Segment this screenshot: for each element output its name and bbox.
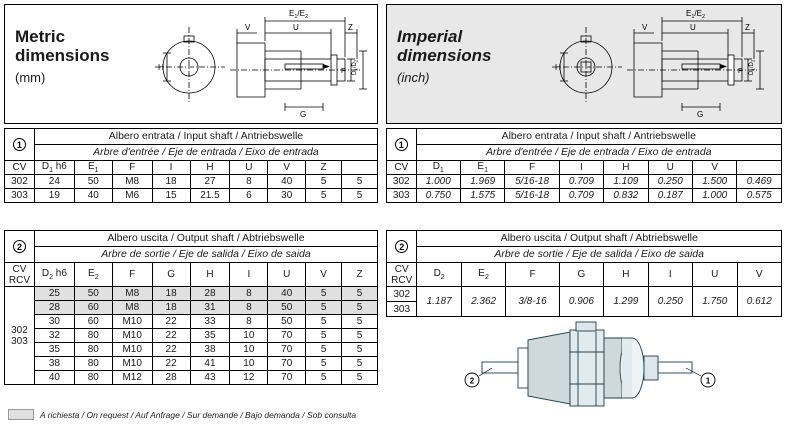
cell-u: 70 xyxy=(268,343,306,357)
cell-h: 1.299 xyxy=(604,287,648,317)
cell-g: 18 xyxy=(152,287,190,301)
cell-g: 22 xyxy=(152,315,190,329)
cell-cv: 302 xyxy=(387,175,417,189)
cell-e1: 1.969 xyxy=(460,175,504,189)
metric-output-shaft-panel xyxy=(4,230,378,402)
col-h: H xyxy=(190,263,230,287)
cell-u: 0.250 xyxy=(648,175,692,189)
imperial-input-caption-1: Albero entrata / Input shaft / Antriebswelle xyxy=(416,129,781,145)
col-u: U xyxy=(268,263,306,287)
cell-i: 8 xyxy=(230,287,268,301)
cell-d2: 40 xyxy=(34,371,74,385)
cell-u: 8 xyxy=(230,175,268,189)
metric-label-e1e2: $E_1/E_2$ xyxy=(289,9,309,20)
metric-output-shaft-table xyxy=(4,230,378,385)
cell-d1: 0.750 xyxy=(416,189,460,203)
imperial-input-header-row xyxy=(387,161,782,175)
col-f: F xyxy=(112,263,152,287)
cell-d1: 1.000 xyxy=(416,175,460,189)
imperial-label-u: U xyxy=(690,23,696,32)
col-d1h6: $D_1$ h6 xyxy=(34,161,74,175)
cell-g: 22 xyxy=(152,343,190,357)
metric-input-shaft-panel xyxy=(4,128,378,211)
imperial-output-caption-2: Arbre de sortie / Eje de salida / Eixo de saida xyxy=(417,247,782,263)
cell-h: 43 xyxy=(190,371,230,385)
cell-e1: 40 xyxy=(74,189,112,203)
cell-d2: 35 xyxy=(34,343,74,357)
legend-swatch xyxy=(8,409,34,420)
imperial-title xyxy=(397,27,527,87)
cell-v: 0.612 xyxy=(737,287,782,317)
imperial-label-z: Z xyxy=(745,23,750,32)
cell-d1: 24 xyxy=(34,175,74,189)
cell-u: 50 xyxy=(268,315,306,329)
cell-h: 38 xyxy=(190,343,230,357)
cell-d2: 1.187 xyxy=(417,287,461,317)
col-i: I xyxy=(152,161,190,175)
cell-v: 5 xyxy=(306,287,342,301)
cell-f: M10 xyxy=(112,343,152,357)
col-z: Z xyxy=(306,161,342,175)
metric-header-panel xyxy=(4,4,378,124)
cell-z: 5 xyxy=(342,287,378,301)
table-row xyxy=(5,315,378,329)
cell-i: 15 xyxy=(152,189,190,203)
section-badge-2: 2 xyxy=(395,240,408,253)
cell-f: M8 xyxy=(112,301,152,315)
cell-z: 5 xyxy=(342,315,378,329)
col-cv: CV xyxy=(387,161,417,175)
col-z: Z xyxy=(342,263,378,287)
col-v: V xyxy=(737,263,782,287)
imperial-unit: (inch) xyxy=(397,70,430,85)
col-d2h6: $D_2$ h6 xyxy=(34,263,74,287)
cell-v: 5 xyxy=(306,315,342,329)
cell-u: 70 xyxy=(268,329,306,343)
metric-label-f: F xyxy=(341,68,346,75)
cell-f: M6 xyxy=(112,189,152,203)
cell-cv-303: 303 xyxy=(387,302,417,317)
metric-label-v: V xyxy=(245,23,251,32)
cell-h: 35 xyxy=(190,329,230,343)
col-e1: $E_1$ xyxy=(74,161,112,175)
cell-d2: 30 xyxy=(34,315,74,329)
legend xyxy=(8,409,356,420)
metric-output-caption-1: Albero uscita / Output shaft / Abtriebswelle xyxy=(34,231,377,247)
cell-u: 40 xyxy=(268,287,306,301)
table-row xyxy=(5,189,378,203)
cell-u: 70 xyxy=(268,357,306,371)
cell-f: M10 xyxy=(112,357,152,371)
table-row xyxy=(5,371,378,385)
cell-e2: 60 xyxy=(74,315,112,329)
cell-f: M12 xyxy=(112,371,152,385)
cell-e2: 80 xyxy=(74,371,112,385)
badge-cell-1 xyxy=(387,129,417,161)
col-cv-rcv: CV RCV xyxy=(5,263,35,287)
cell-d2: 28 xyxy=(34,301,74,315)
imperial-label-d1d2: $D_1/D_2$ xyxy=(749,59,756,75)
cell-g: 22 xyxy=(152,357,190,371)
cell-d2: 32 xyxy=(34,329,74,343)
imperial-shaft-diagram xyxy=(542,7,772,123)
col-v: V xyxy=(306,263,342,287)
col-extra xyxy=(737,161,782,175)
metric-output-caption-2: Arbre de sortie / Eje de salida / Eixo de saida xyxy=(34,247,377,263)
imperial-output-header-row xyxy=(387,263,782,287)
section-badge-2: 2 xyxy=(13,240,26,253)
cell-f: 5/16-18 xyxy=(505,189,559,203)
cell-g: 22 xyxy=(152,329,190,343)
badge-cell-1 xyxy=(5,129,35,161)
col-i: I xyxy=(230,263,268,287)
cell-i: 10 xyxy=(230,357,268,371)
imperial-output-shaft-panel xyxy=(386,230,782,315)
table-row xyxy=(5,329,378,343)
section-badge-1: 1 xyxy=(395,138,408,151)
gearbox-assembly-diagram xyxy=(460,318,740,428)
cell-u: 6 xyxy=(230,189,268,203)
col-u: U xyxy=(693,263,737,287)
imperial-input-shaft-panel xyxy=(386,128,782,211)
cell-i: 8 xyxy=(230,315,268,329)
cell-e2: 60 xyxy=(74,301,112,315)
cell-d1: 19 xyxy=(34,189,74,203)
cell-e1: 50 xyxy=(74,175,112,189)
cell-e2: 80 xyxy=(74,343,112,357)
cell-f: 3/8-16 xyxy=(506,287,559,317)
col-u: U xyxy=(230,161,268,175)
metric-unit: (mm) xyxy=(15,70,46,85)
cell-extra: 5 xyxy=(342,189,378,203)
table-row xyxy=(387,287,782,302)
cell-h: 31 xyxy=(190,301,230,315)
cell-cv-group: 302 303 xyxy=(5,287,35,385)
cell-z: 5 xyxy=(342,301,378,315)
legend-text: A richiesta / On request / Auf Anfrage / Sur demande / Bajo demanda / Sob consulta xyxy=(40,410,357,420)
metric-label-d1d2: $D_1/D_2$ xyxy=(352,59,359,75)
badge-cell-2 xyxy=(5,231,35,263)
cell-u: 0.187 xyxy=(648,189,692,203)
cell-cv: 303 xyxy=(5,189,35,203)
cell-e2: 80 xyxy=(74,357,112,371)
metric-input-shaft-table xyxy=(4,128,378,203)
table-row xyxy=(5,343,378,357)
table-row xyxy=(5,301,378,315)
cell-extra: 0.575 xyxy=(737,189,782,203)
cell-f: 5/16-18 xyxy=(505,175,559,189)
cell-v: 5 xyxy=(306,301,342,315)
col-h: H xyxy=(604,161,648,175)
cell-i: 8 xyxy=(230,301,268,315)
cell-z: 5 xyxy=(342,343,378,357)
imperial-header-panel xyxy=(386,4,782,124)
imperial-label-g: G xyxy=(697,110,704,119)
assembly-badge-2: 2 xyxy=(469,376,475,386)
metric-label-g: G xyxy=(300,110,307,119)
cell-h: 27 xyxy=(190,175,230,189)
cell-h: 1.109 xyxy=(604,175,648,189)
cell-f: M8 xyxy=(112,287,152,301)
cell-v: 5 xyxy=(306,329,342,343)
table-row xyxy=(5,287,378,301)
metric-label-h: H xyxy=(158,63,164,72)
cell-d2: 38 xyxy=(34,357,74,371)
col-e2: $E_2$ xyxy=(74,263,112,287)
cell-v: 30 xyxy=(268,189,306,203)
table-row xyxy=(387,175,782,189)
cell-h: 28 xyxy=(190,287,230,301)
cell-g: 18 xyxy=(152,301,190,315)
cell-cv: 303 xyxy=(387,189,417,203)
imperial-label-h: H xyxy=(555,63,561,72)
cell-z: 5 xyxy=(342,329,378,343)
metric-title xyxy=(15,27,145,87)
col-f: F xyxy=(506,263,559,287)
cell-cv: 302 xyxy=(5,175,35,189)
cell-z: 5 xyxy=(306,175,342,189)
col-cv-rcv: CV RCV xyxy=(387,263,417,287)
metric-label-u: U xyxy=(293,23,299,32)
cell-z: 5 xyxy=(306,189,342,203)
metric-title-line2: dimensions xyxy=(15,46,110,65)
imperial-label-v: V xyxy=(642,23,648,32)
table-row xyxy=(5,357,378,371)
cell-i: 18 xyxy=(152,175,190,189)
metric-output-header-row xyxy=(5,263,378,287)
col-spacer xyxy=(342,161,378,175)
cell-e1: 1.575 xyxy=(460,189,504,203)
table-row xyxy=(5,175,378,189)
cell-h: 41 xyxy=(190,357,230,371)
cell-g: 28 xyxy=(152,371,190,385)
cell-cv-302: 302 xyxy=(387,287,417,302)
cell-h: 33 xyxy=(190,315,230,329)
col-u: U xyxy=(648,161,692,175)
cell-h: 0.832 xyxy=(604,189,648,203)
metric-input-caption-1: Albero entrata / Input shaft / Antriebswelle xyxy=(34,129,377,145)
metric-title-line1: Metric xyxy=(15,27,66,46)
col-i: I xyxy=(559,161,603,175)
cell-e2: 50 xyxy=(74,287,112,301)
imperial-label-e1e2: $E_1/E_2$ xyxy=(686,9,706,20)
cell-i: 0.709 xyxy=(559,189,603,203)
cell-v: 1.500 xyxy=(693,175,737,189)
metric-shaft-diagram xyxy=(145,7,375,123)
col-v: V xyxy=(268,161,306,175)
imperial-title-line1: Imperial xyxy=(397,27,463,46)
cell-d2: 25 xyxy=(34,287,74,301)
cell-v: 40 xyxy=(268,175,306,189)
cell-i: 10 xyxy=(230,329,268,343)
cell-u: 1.750 xyxy=(693,287,737,317)
cell-extra: 0.469 xyxy=(737,175,782,189)
cell-f: M10 xyxy=(112,315,152,329)
col-d2: $D_2$ xyxy=(417,263,461,287)
metric-label-z: Z xyxy=(348,23,353,32)
col-h: H xyxy=(190,161,230,175)
cell-f: M10 xyxy=(112,329,152,343)
cell-i: 12 xyxy=(230,371,268,385)
cell-e2: 2.362 xyxy=(461,287,505,317)
col-g: G xyxy=(152,263,190,287)
cell-v: 5 xyxy=(306,357,342,371)
col-v: V xyxy=(693,161,737,175)
imperial-label-f: F xyxy=(738,68,743,75)
col-e1: $E_1$ xyxy=(460,161,504,175)
cell-u: 70 xyxy=(268,371,306,385)
metric-input-caption-2: Arbre d'entrée / Eje de entrada / Eixo de entrada xyxy=(34,145,377,161)
cell-i: 10 xyxy=(230,343,268,357)
col-d1: $D_1$ xyxy=(416,161,460,175)
imperial-title-line2: dimensions xyxy=(397,46,492,65)
col-e2: $E_2$ xyxy=(461,263,505,287)
imperial-input-caption-2: Arbre d'entrée / Eje de entrada / Eixo de entrada xyxy=(416,145,781,161)
cell-f: M8 xyxy=(112,175,152,189)
cell-extra: 5 xyxy=(342,175,378,189)
col-cv: CV xyxy=(5,161,35,175)
metric-input-header-row xyxy=(5,161,378,175)
col-g: G xyxy=(559,263,603,287)
col-h: H xyxy=(604,263,648,287)
cell-i: 0.709 xyxy=(559,175,603,189)
cell-z: 5 xyxy=(342,371,378,385)
col-f: F xyxy=(505,161,559,175)
cell-z: 5 xyxy=(342,357,378,371)
cell-i: 0.250 xyxy=(648,287,692,317)
cell-v: 1.000 xyxy=(693,189,737,203)
imperial-input-shaft-table xyxy=(386,128,782,203)
cell-u: 50 xyxy=(268,301,306,315)
table-row xyxy=(387,189,782,203)
cell-e2: 80 xyxy=(74,329,112,343)
cell-v: 5 xyxy=(306,371,342,385)
cell-v: 5 xyxy=(306,343,342,357)
col-i: I xyxy=(648,263,692,287)
section-badge-1: 1 xyxy=(13,138,26,151)
assembly-badge-1: 1 xyxy=(705,376,711,386)
cell-g: 0.906 xyxy=(559,287,603,317)
imperial-output-caption-1: Albero uscita / Output shaft / Abtriebswelle xyxy=(417,231,782,247)
col-f: F xyxy=(112,161,152,175)
imperial-output-shaft-table xyxy=(386,230,782,317)
cell-h: 21.5 xyxy=(190,189,230,203)
badge-cell-2 xyxy=(387,231,417,263)
